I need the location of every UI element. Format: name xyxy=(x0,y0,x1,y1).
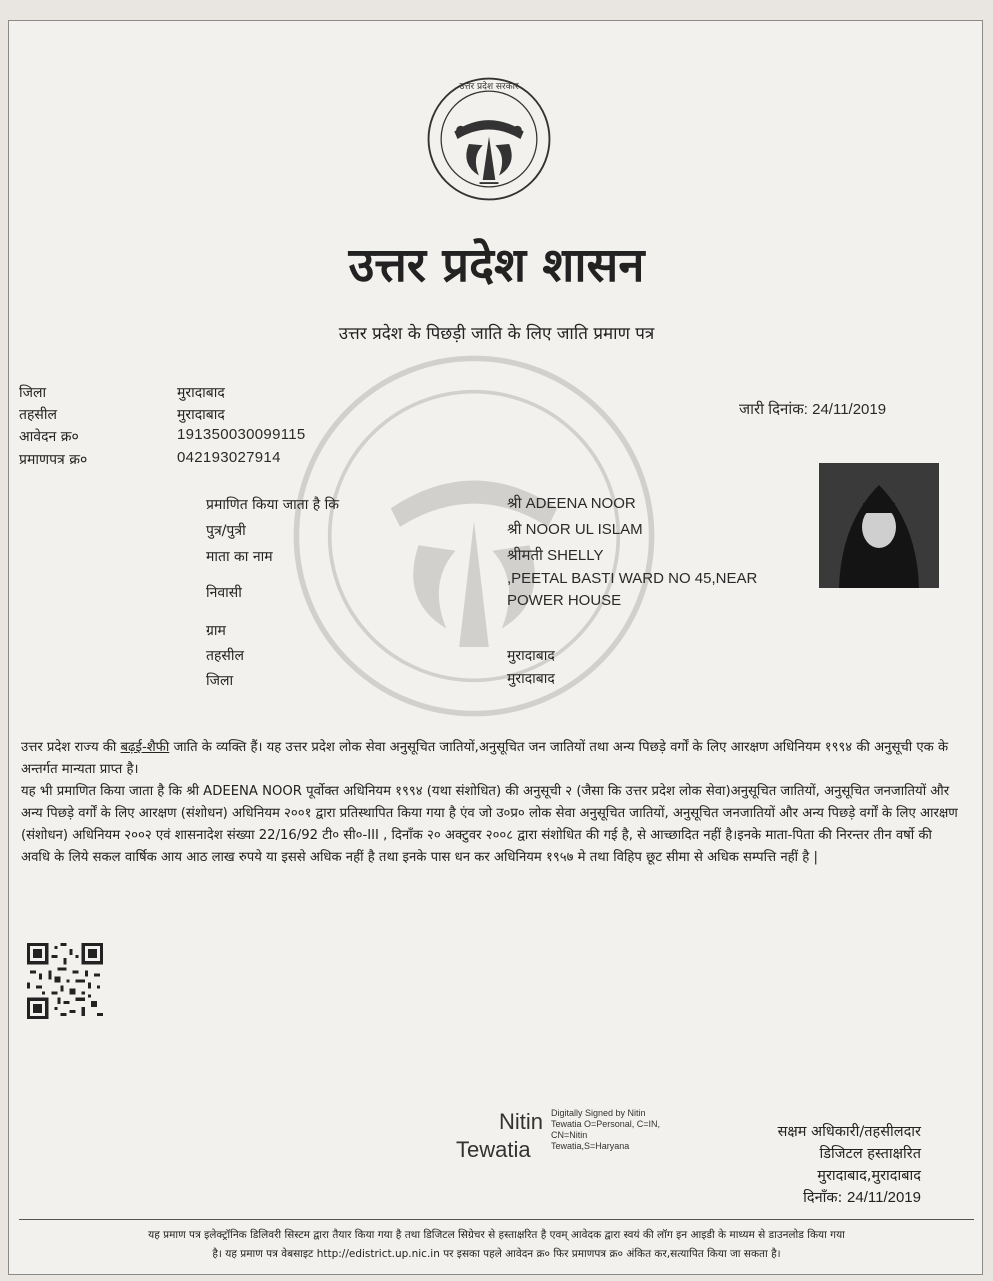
paragraph-caste: उत्तर प्रदेश राज्य की बढ़ई-शैफी जाति के व्यक्ति हैं। यह उत्तर प्रदेश लोक सेवा अनुसूचित जातियों,अनुसूचित जन जातियों तथा अन्य पिछड़े वर्गों के लिए आरक्षण अधिनियम १९९४ की अनुसूची एक के अन्तर्गत मान्यता प्राप्त है। xyxy=(21,740,949,777)
footer-divider xyxy=(19,1219,974,1220)
person-tehsil-label: तहसील xyxy=(206,648,244,664)
person-tehsil-value: मुरादाबाद xyxy=(507,648,555,664)
up-government-emblem-icon xyxy=(426,76,552,202)
authority-signed: डिजिटल हस्ताक्षरित xyxy=(819,1146,921,1162)
certified-label: प्रमाणित किया जाता है कि xyxy=(206,497,340,513)
certificate-no-label: प्रमाणपत्र क्र० xyxy=(19,452,88,468)
mother-label: माता का नाम xyxy=(206,549,273,565)
issuing-authority xyxy=(609,1121,921,1209)
signer-first-name: Nitin xyxy=(499,1109,544,1134)
certificate-page xyxy=(8,20,983,1275)
authority-location: मुरादाबाद,मुरादाबाद xyxy=(817,1168,921,1184)
application-no-label: आवेदन क्र० xyxy=(19,429,79,445)
signer-last-name: Tewatia xyxy=(456,1137,531,1162)
application-no-value: 191350030099115 xyxy=(177,426,306,443)
authority-designation: सक्षम अधिकारी/तहसीलदार xyxy=(777,1124,921,1140)
applicant-name: श्री ADEENA NOOR xyxy=(507,495,636,512)
qr-code-icon xyxy=(27,943,103,1019)
certificate-body xyxy=(21,737,961,869)
footer-note: यह प्रमाण पत्र इलेक्ट्रॉनिक डिलिवरी सिस्टम द्वारा तैयार किया गया है तथा डिजिटल सिग्रेचर से हस्ताक्षरित है एवम् आवेदक द्वारा स्वयं की लॉग इन आइडी के माध्यम से डाउनलोड किया गया है। यह प्रमाण पत्र वेबसाइट http://edistrict.up.nic.in पर इसका पहले आवेदन क्र० फिर प्रमाणपत्र क्र० अंकित कर,सत्यापित किया जा सकता है। xyxy=(148,1229,845,1260)
emblem-caption: उत्तर प्रदेश सरकार xyxy=(459,82,519,92)
caste-name: बढ़ई-शैफी xyxy=(120,740,170,755)
issue-date-label: जारी दिनांक: xyxy=(739,401,808,418)
tehsil-value: मुरादाबाद xyxy=(177,407,225,423)
applicant-photo xyxy=(819,463,939,588)
issue-date xyxy=(739,399,886,419)
person-district-label: जिला xyxy=(206,673,234,689)
resident-address-line1: ,PEETAL BASTI WARD NO 45,NEAR xyxy=(507,570,758,587)
certificate-no-value: 042193027914 xyxy=(177,449,281,466)
father-name: श्री NOOR UL ISLAM xyxy=(507,521,643,538)
page-title: उत्तर प्रदेश शासन xyxy=(348,238,645,293)
village-label: ग्राम xyxy=(206,623,226,639)
resident-address-line2: POWER HOUSE xyxy=(507,592,622,609)
person-photo-icon xyxy=(819,463,939,588)
district-value: मुरादाबाद xyxy=(177,385,225,401)
tehsil-label: तहसील xyxy=(19,407,57,423)
mother-name: श्रीमती SHELLY xyxy=(507,547,604,564)
authority-date: दिनाँक: 24/11/2019 xyxy=(803,1189,921,1206)
person-district-value: मुरादाबाद xyxy=(507,671,555,687)
digital-signature-details: Digitally Signed by Nitin Tewatia O=Personal, C=IN, CN=Nitin Tewatia,S=Haryana xyxy=(551,1108,661,1151)
resident-label: निवासी xyxy=(206,585,242,601)
paragraph-creamy-layer: यह भी प्रमाणित किया जाता है कि श्री ADEENA NOOR पूर्वोक्त अधिनियम १९९४ (यथा संशोधित) की अनुसूची २ (जैसा कि उत्तर प्रदेश लोक सेवा)अनुसूचित जातियों, अनुसूचित जनजातियों और अन्य पिछड़े वर्गों के लिए आरक्षण (संशोधन) अधिनियम २००१ द्वारा प्रतिस्थापित किया गया है एंव जो उ०प्र० लोक सेवा अनुसूचित जातियों, अनुसूचित जनजातियों और अन्य पिछड़े वर्गों के लिए आरक्षण (संशोधन) अधिनियम २००२ एवं शासनादेश संख्या 22/16/92 टी० सी०-III , दिनाँक २० अक्टुवर २००८ द्वारा संशोधित की गई है, से आच्छादित नहीं है।इनके माता-पिता की निरन्तर तीन वर्षो की अवधि के लिये सकल वार्षिक आय आठ लाख रुपये या इससे अधिक नहीं है तथा इनके पास धन कर अधिनियम १९५७ मे तथा विहिप छूट सीमा से अधिक सम्पत्ति नहीं है | xyxy=(21,784,958,865)
child-of-label: पुत्र/पुत्री xyxy=(206,523,246,539)
issue-date-value: 24/11/2019 xyxy=(812,401,887,418)
district-label: जिला xyxy=(19,385,47,401)
certificate-subtitle: उत्तर प्रदेश के पिछड़ी जाति के लिए जाति प्रमाण पत्र xyxy=(338,324,655,344)
